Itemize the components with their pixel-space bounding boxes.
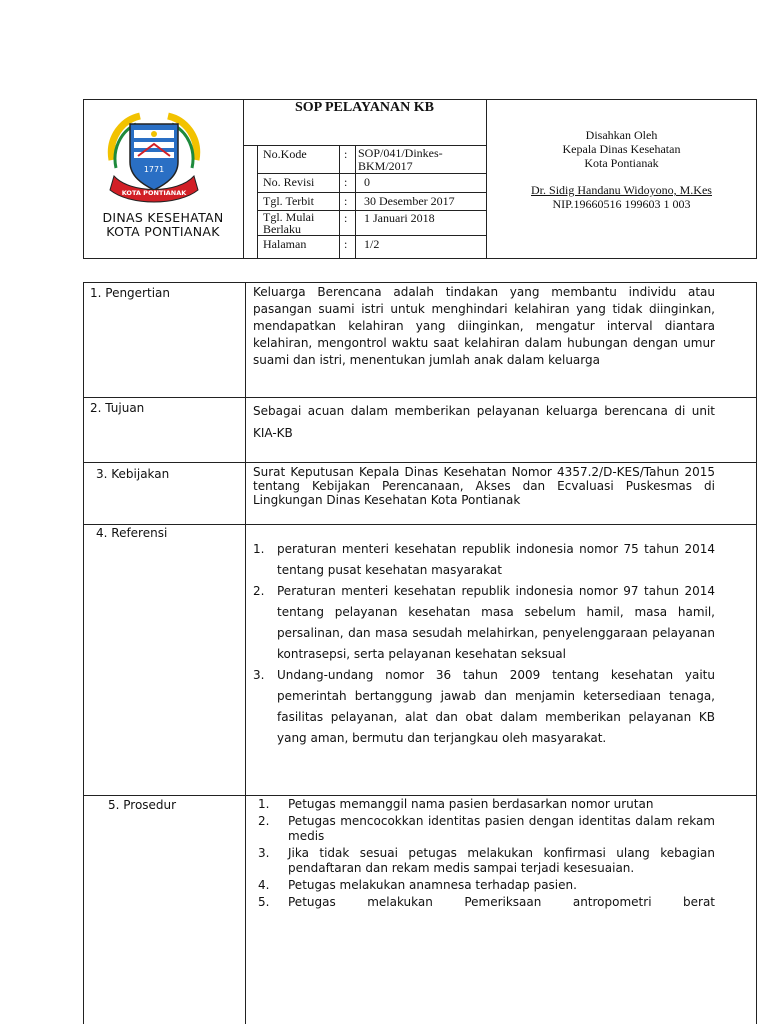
section-label-pengertian: 1. Pengertian [90,286,170,300]
field-sep: : [344,175,348,189]
list-item: 2. Peraturan menteri kesehatan republik indonesia nomor 97 tahun 2014 tentang pelayanan kesehatan masa sebelum hamil, masa hamil, persalinan, dan masa sesudah melahirkan, penyelenggaraan pelayanan kontrasepsi, serta pelayanan kesehatan seksual [253,584,715,661]
logo-ribbon-text: KOTA PONTIANAK [121,189,187,197]
field-value-no-kode: SOP/041/Dinkes-BKM/2017 [358,146,443,173]
section-label-tujuan: 2. Tujuan [90,401,145,415]
section-label-kebijakan: 3. Kebijakan [96,467,170,481]
logo-year: 1771 [143,165,165,174]
approval-line-3: Kota Pontianak [584,156,659,170]
field-label-tgl-terbit: Tgl. Terbit [263,194,314,208]
section-label-prosedur: 5. Prosedur [108,798,177,812]
section-text-tujuan: Sebagai acuan dalam memberikan pelayanan keluarga berencana di unit KIA-KB [253,404,715,440]
field-value-tgl-terbit: 30 Desember 2017 [364,194,455,208]
field-label-no-revisi: No. Revisi [263,175,315,189]
field-sep: : [344,237,348,251]
signer-nip: NIP.19660516 199603 1 003 [552,197,691,211]
referensi-list [253,539,715,749]
list-item: 3. Jika tidak sesuai petugas melakukan konfirmasi ulang kebagian pendaftaran dan rekam medis sampai terjadi kesesuaian. [258,846,715,875]
list-item: 1. Petugas memanggil nama pasien berdasarkan nomor urutan [258,797,654,811]
prosedur-list [258,797,715,910]
section-text-pengertian: Keluarga Berencana adalah tindakan yang membantu individu atau pasangan suami istri untuk menghindari kelahiran yang tidak diinginkan, mendapatkan kelahiran yang diinginkan, mengatur interval diantara kelahiran, mengontrol waktu saat kelahiran dalam hubungan dengan umur suami dan istri, menentukan jumlah anak dalam keluarga [253,285,715,367]
list-item: 3. Undang-undang nomor 36 tahun 2009 tentang kesehatan yaitu pemerintah bertanggung jawab dan menjamin ketersediaan tenaga, fasilitas pelayanan, alat dan obat dalam memberikan pelayanan KB yang aman, bermutu dan terjangkau oleh masyarakat. [253,668,715,745]
section-text-kebijakan: Surat Keputusan Kepala Dinas Kesehatan Nomor 4357.2/D-KES/Tahun 2015 tentang Kebijakan Perencanaan, Akses dan Ecvaluasi Puskesmas di Lingkungan Dinas Kesehatan Kota Pontianak [253,465,715,507]
list-item: 4. Petugas melakukan anamnesa terhadap pasien. [258,878,577,892]
agency-logo [100,110,208,206]
section-label-referensi: 4. Referensi [96,526,168,540]
approval-line-2: Kepala Dinas Kesehatan [562,142,681,156]
approval-line-1: Disahkan Oleh [585,128,658,142]
kota-pontianak-emblem-icon [100,110,208,206]
list-item: 5. Petugas melakukan Pemeriksaan antropometri berat [258,895,715,909]
field-sep: : [344,194,348,208]
signer-name: Dr. Sidig Handanu Widoyono, M.Kes [531,183,712,197]
field-label-halaman: Halaman [263,237,307,251]
field-value-no-revisi: 0 [364,175,370,189]
approval-block [487,128,756,211]
field-label-tgl-mulai: Tgl. Mulai Berlaku [263,210,315,236]
field-value-tgl-mulai: 1 Januari 2018 [364,211,435,225]
list-item: 1. peraturan menteri kesehatan republik indonesia nomor 75 tahun 2014 tentang pusat kesehatan masyarakat [253,542,715,577]
field-label-no-kode: No.Kode [263,147,307,161]
agency-name: DINAS KESEHATAN KOTA PONTIANAK [102,210,224,239]
page-title: SOP PELAYANAN KB [294,100,434,115]
list-item: 2. Petugas mencocokkan identitas pasien dengan identitas dalam rekam medis [258,814,715,843]
field-sep: : [344,211,348,225]
field-sep: : [344,147,348,161]
field-value-halaman: 1/2 [364,237,380,251]
